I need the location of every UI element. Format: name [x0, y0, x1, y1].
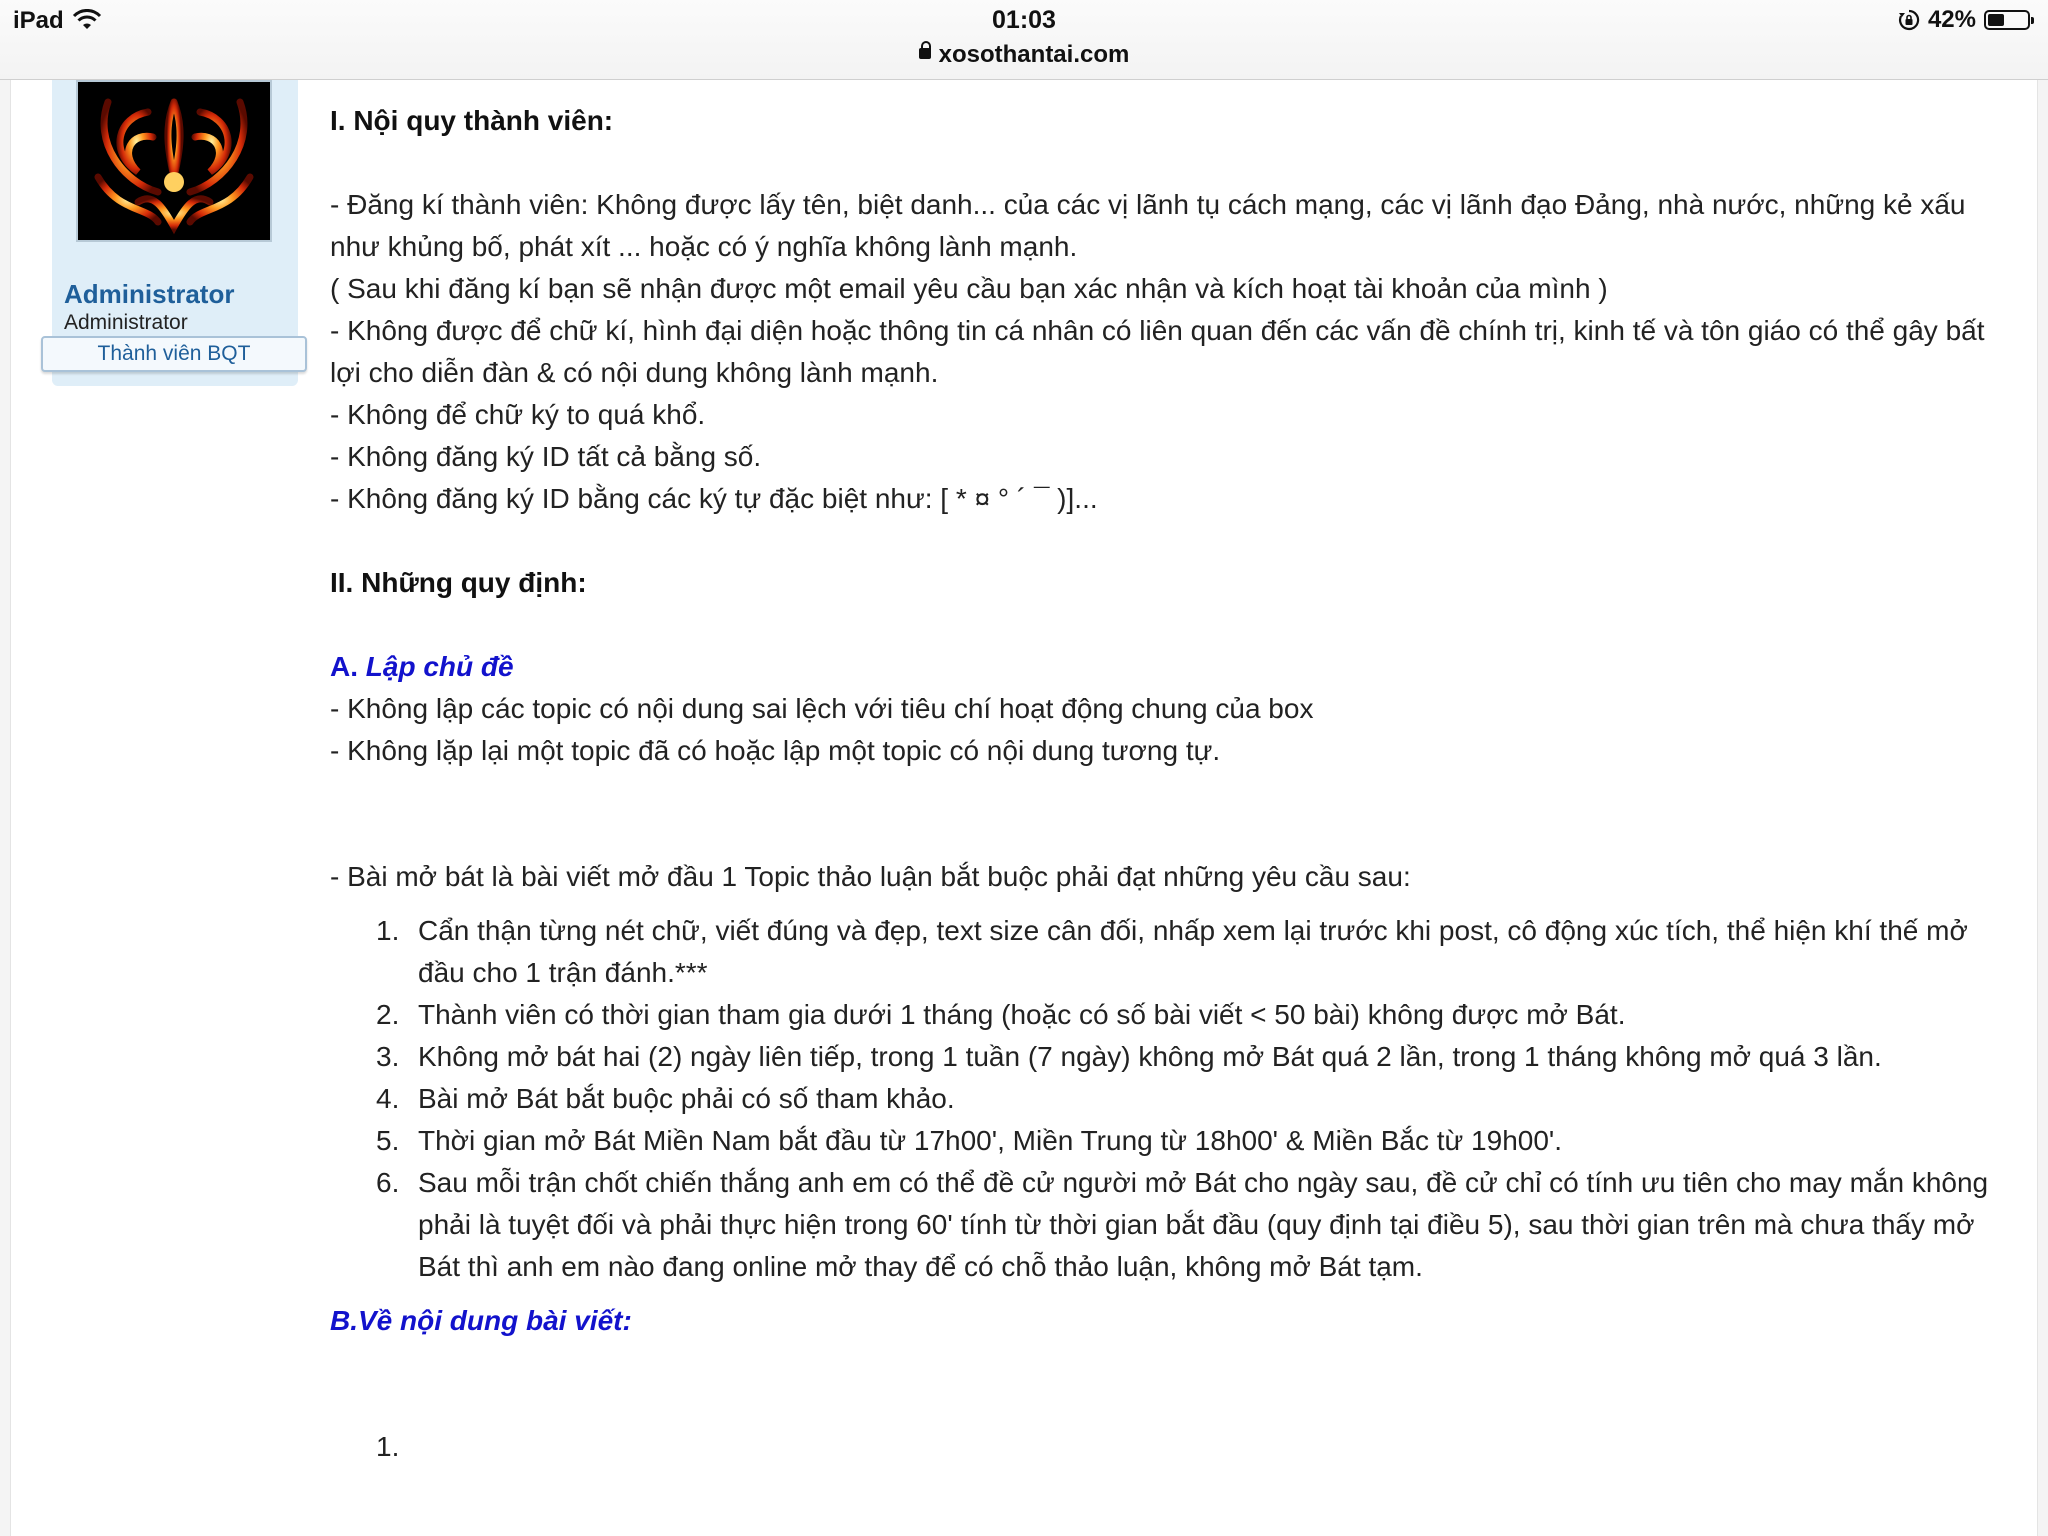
subheading-create-topic — [330, 646, 2010, 688]
user-title: Administrator — [64, 311, 188, 334]
url-text: xosothantai.com — [938, 41, 1130, 68]
clock: 01:03 — [992, 6, 1056, 34]
rule-line: - Không để chữ ký to quá khổ. — [330, 399, 706, 430]
list-text: Sau mỗi trận chốt chiến thắng anh em có thể đề cử người mở Bát cho ngày sau, đề cử chỉ có tính ưu tiên cho may mắn không phải là tuyệt đối và phải thực hiện trong 60' tính từ thời gian bắt đầu (quy định tại điều 5), sau thời gian trên mà chưa thấy mở Bát thì anh em nào đang online mở thay để có chỗ thảo luận, không mở Bát tạm. — [418, 1167, 1989, 1282]
list-number: 1. — [376, 1431, 400, 1462]
content-rules-list — [330, 1426, 2010, 1468]
status-bar — [0, 0, 2048, 80]
rule-line: ( Sau khi đăng kí bạn sẽ nhận được một email yêu cầu bạn xác nhận và kích hoạt tài khoản của mình ) — [330, 273, 1608, 304]
list-number: 2. — [376, 999, 400, 1030]
subheading-text: Lập chủ đề — [365, 651, 514, 682]
subheading-prefix: A. — [330, 651, 358, 682]
list-item — [330, 1036, 2010, 1078]
post-body — [330, 100, 2010, 1468]
rule-line: - Không lặp lại một topic đã có hoặc lập một topic có nội dung tương tự. — [330, 735, 1221, 766]
list-item — [330, 1162, 2010, 1288]
list-text: Thành viên có thời gian tham gia dưới 1 tháng (hoặc có số bài viết < 50 bài) không được mở Bát. — [418, 999, 1626, 1030]
list-number: 5. — [376, 1125, 400, 1156]
list-text: Cẩn thận từng nét chữ, viết đúng và đẹp, text size cân đối, nhấp xem lại trước khi post, cô động xúc tích, thể hiện khí thế mở đầu cho 1 trận đánh.*** — [418, 915, 1968, 988]
rule-line: - Không được để chữ kí, hình đại diện hoặc thông tin cá nhân có liên quan đến các vấn đề chính trị, kinh tế và tôn giáo có thể gây bất lợi cho diễn đàn & có nội dung không lành mạnh. — [330, 315, 1985, 388]
list-item — [330, 1078, 2010, 1120]
list-number: 4. — [376, 1083, 400, 1114]
subheading-post-content — [330, 1300, 2010, 1342]
user-rank-badge: Thành viên BQT — [41, 336, 307, 372]
battery-fill — [1988, 14, 2004, 26]
list-text: Thời gian mở Bát Miền Nam bắt đầu từ 17h00', Miền Trung từ 18h00' & Miền Bắc từ 19h00'. — [418, 1125, 1563, 1156]
lock-icon — [919, 48, 931, 59]
opening-intro: - Bài mở bát là bài viết mở đầu 1 Topic thảo luận bắt buộc phải đạt những yêu cầu sau: — [330, 861, 1411, 892]
list-number: 3. — [376, 1041, 400, 1072]
section-title-members: I. Nội quy thành viên: — [330, 105, 614, 136]
address-bar[interactable] — [0, 41, 2048, 69]
rule-line: - Không đăng ký ID tất cả bằng số. — [330, 441, 762, 472]
opening-rules-list — [330, 910, 2010, 1288]
section-title-regulations: II. Những quy định: — [330, 567, 587, 598]
subheading-text: B.Về nội dung bài viết: — [330, 1305, 632, 1336]
rule-line: - Không lập các topic có nội dung sai lệch với tiêu chí hoạt động chung của box — [330, 693, 1314, 724]
list-item — [330, 910, 2010, 994]
avatar[interactable] — [76, 80, 272, 242]
rule-line: - Đăng kí thành viên: Không được lấy tên, biệt danh... của các vị lãnh tụ cách mạng, các vị lãnh đạo Đảng, nhà nước, những kẻ xấu như khủng bố, phát xít ... hoặc có ý nghĩa không lành mạnh. — [330, 189, 1966, 262]
list-text: Bài mở Bát bắt buộc phải có số tham khảo. — [418, 1083, 955, 1114]
status-indicators — [1898, 6, 2030, 34]
list-text: Không mở bát hai (2) ngày liên tiếp, trong 1 tuần (7 ngày) không mở Bát quá 2 lần, trong 1 tháng không mở quá 3 lần. — [418, 1041, 1882, 1072]
rule-line: - Không đăng ký ID bằng các ký tự đặc biệt như: [ * ¤ ° ´ ¯ )]... — [330, 483, 1098, 514]
username-link[interactable]: Administrator — [64, 279, 235, 309]
device-label: iPad — [13, 7, 64, 34]
rotation-lock-icon — [1898, 9, 1920, 31]
list-item — [330, 1120, 2010, 1162]
list-item — [330, 1426, 2010, 1468]
list-number: 1. — [376, 915, 400, 946]
battery-icon — [1984, 10, 2030, 30]
list-number: 6. — [376, 1167, 400, 1198]
flame-emblem-icon — [78, 82, 270, 240]
list-item — [330, 994, 2010, 1036]
battery-percent: 42% — [1927, 6, 1976, 33]
